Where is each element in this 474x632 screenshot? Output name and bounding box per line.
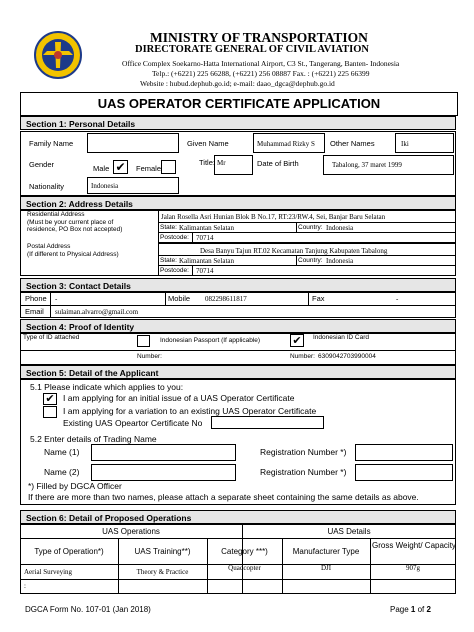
form-title: UAS OPERATOR CERTIFICATE APPLICATION — [20, 92, 458, 116]
id-type-label: Type of ID attached — [23, 334, 80, 341]
initial-issue-label: I am applying for an initial issue of a UAS Operator Certificate — [63, 393, 295, 403]
col-manufacturer-type: Manufacturer Type — [292, 547, 360, 556]
col-category: Category ***) — [221, 547, 268, 556]
mobile-label: Mobile — [168, 294, 191, 303]
reg-number2-field[interactable] — [355, 464, 453, 481]
divider — [296, 222, 297, 232]
other-names-field[interactable]: Iki — [395, 133, 454, 153]
divider — [165, 292, 166, 305]
existing-cert-field[interactable] — [211, 416, 324, 429]
divider — [308, 292, 309, 305]
res-country-value: Indonesia — [326, 224, 354, 232]
multi-names-note: If there are more than two names, please attach a separate sheet containing the same details as above. — [28, 492, 419, 502]
id-card-number-label: Number: — [290, 353, 315, 360]
section-6-header: Section 6: Detail of Proposed Operations — [20, 510, 456, 524]
divider — [20, 305, 456, 306]
passport-number-label: Number: — [137, 353, 162, 360]
section-2-header: Section 2: Address Details — [20, 196, 456, 210]
title-value: Mr — [217, 159, 226, 167]
reg-number1-label: Registration Number *) — [260, 447, 347, 457]
office-web: Website : hubud.dephub.go.id; e-mail: daao_dgca@dephub.go.id — [140, 79, 335, 88]
id-card-checkbox[interactable]: ✔ — [290, 334, 304, 347]
office-address: Office Complex Soekarno-Hatta International Airport, C3 St., Tangerang, Banten- Indonesia — [122, 59, 400, 68]
passport-checkbox[interactable] — [137, 335, 150, 347]
initial-issue-checkbox[interactable]: ✔ — [43, 393, 57, 405]
passport-label: Indonesian Passport (If applicable) — [160, 337, 261, 344]
reg-number2-label: Registration Number *) — [260, 467, 347, 477]
res-country-label: Country: — [298, 224, 323, 231]
variation-label: I am applying for a variation to an existing UAS Operator Certificate — [63, 406, 317, 416]
fax-label: Fax — [312, 294, 325, 303]
row1-type: Aerial Surveying — [24, 568, 73, 576]
postal-state-label: State: — [160, 257, 177, 264]
postal-country-label: Country: — [298, 257, 323, 264]
female-label: Female — [136, 164, 162, 173]
dob-label: Date of Birth — [257, 159, 299, 168]
name1-label: Name (1) — [44, 447, 80, 457]
divider — [158, 232, 456, 233]
section-5-header: Section 5: Detail of the Applicant — [20, 365, 456, 379]
other-names-label: Other Names — [330, 139, 375, 148]
group-uas-operations: UAS Operations — [102, 527, 160, 536]
phone-value: - — [55, 295, 58, 303]
dgca-note: *) Filled by DGCA Officer — [28, 481, 122, 491]
group-uas-details: UAS Details — [327, 527, 371, 536]
section-4-header: Section 4: Proof of Identity — [20, 319, 456, 333]
row2-type: : — [24, 582, 26, 590]
divider — [242, 524, 243, 594]
id-card-label: Indonesian ID Card — [313, 334, 370, 341]
q51-text: 5.1 Please indicate which applies to you: — [30, 382, 184, 392]
mobile-value: 082298611817 — [205, 295, 247, 303]
title-field[interactable] — [214, 155, 253, 175]
col-gross-weight: Gross Weight/ Capacity — [372, 541, 456, 550]
family-name-label: Family Name — [29, 139, 74, 148]
divider — [192, 232, 193, 243]
page-indicator: Page 1 of 2 — [390, 605, 431, 614]
title-label: Title: — [199, 158, 215, 167]
male-label: Male — [93, 164, 110, 173]
divider — [192, 265, 193, 276]
name1-field[interactable] — [91, 444, 236, 461]
postal-country-value: Indonesia — [326, 257, 354, 265]
name2-label: Name (2) — [44, 467, 80, 477]
row1-gross-weight: 907g — [406, 564, 420, 572]
postal-address-label: Postal Address (If different to Physical Address) — [27, 243, 119, 258]
directorate-title: DIRECTORATE GENERAL OF CIVIL AVIATION — [135, 44, 369, 55]
postal-address-value: Desa Banyu Tajun RT.02 Kecamatan Tanjung Kabupaten Tabalong — [200, 247, 388, 255]
existing-cert-label: Existing UAS Opeartor Certificate No — [63, 418, 203, 428]
col-uas-training: UAS Training**) — [134, 547, 191, 556]
res-state-value: Kalimantan Selatan — [179, 224, 235, 232]
email-value: sulaiman.alvarro@gmail.com — [55, 308, 139, 316]
nationality-label: Nationality — [29, 182, 65, 191]
row1-manufacturer: DJI — [320, 564, 332, 572]
office-phone: Telp.: (+6221) 225 66288, (+6221) 256 08887 Fax. : (+6221) 225 66399 — [152, 69, 370, 78]
nationality-field[interactable]: Indonesia — [87, 177, 179, 194]
row1-training: Theory & Practice — [136, 568, 189, 576]
res-state-label: State: — [160, 224, 177, 231]
row1-category: Quadcopter — [228, 564, 261, 572]
given-name-label: Given Name — [187, 139, 229, 148]
email-label: Email — [25, 307, 44, 316]
divider — [158, 255, 456, 256]
divider — [50, 292, 51, 318]
family-name-field[interactable] — [87, 133, 179, 153]
reg-number1-field[interactable] — [355, 444, 453, 461]
divider — [20, 350, 456, 351]
fax-value: - — [396, 295, 399, 303]
postal-postcode-value: 70714 — [196, 267, 214, 275]
name2-field[interactable] — [91, 464, 236, 481]
ministry-title: MINISTRY OF TRANSPORTATION — [150, 30, 368, 45]
male-checkbox[interactable]: ✔ — [113, 160, 128, 174]
divider — [158, 222, 456, 223]
section-3-header: Section 3: Contact Details — [20, 278, 456, 292]
divider — [296, 255, 297, 265]
res-postcode-label: Postcode: — [160, 234, 189, 241]
variation-checkbox[interactable] — [43, 406, 57, 418]
residential-address-value: Jalan Rosella Asri Hunian Blok B No.17, RT:23/RW.4, Sei, Banjar Baru Selatan — [161, 213, 386, 221]
phone-label: Phone — [25, 294, 47, 303]
id-card-number-value: 6309042703990004 — [318, 353, 376, 360]
divider — [158, 265, 456, 266]
gender-label: Gender — [29, 160, 55, 169]
given-name-field[interactable]: Muhammad Rizky S — [253, 133, 325, 153]
ministry-logo — [33, 30, 83, 80]
divider — [20, 579, 456, 580]
res-postcode-value: 70714 — [196, 234, 214, 242]
col-type-of-operation: Type of Operation*) — [34, 547, 104, 556]
dob-field[interactable]: Tabalong, 37 maret 1999 — [323, 155, 454, 175]
postal-state-value: Kalimantan Selatan — [179, 257, 235, 265]
q52-text: 5.2 Enter details of Trading Name — [30, 434, 157, 444]
female-checkbox[interactable] — [161, 160, 176, 174]
postal-postcode-label: Postcode: — [160, 267, 189, 274]
residential-address-label: Residential Address (Must be your current place of residence, PO Box not accepted) — [27, 211, 123, 233]
divider — [20, 538, 456, 539]
section-1-header: Section 1: Personal Details — [20, 116, 456, 130]
form-number: DGCA Form No. 107-01 (Jan 2018) — [25, 605, 151, 614]
